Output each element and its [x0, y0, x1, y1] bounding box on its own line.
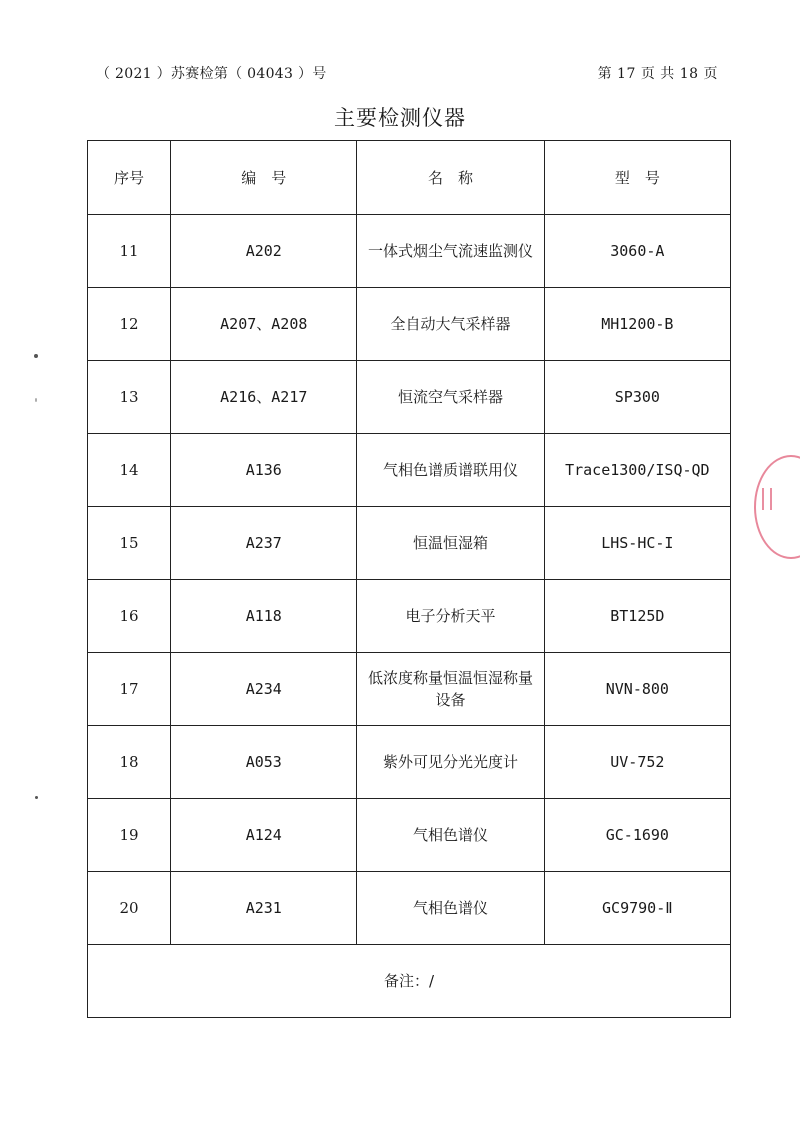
cell-model: UV-752	[544, 726, 730, 799]
cell-model: GC9790-Ⅱ	[544, 872, 730, 945]
instruments-table	[87, 140, 731, 1018]
remarks-row	[88, 945, 731, 1018]
cell-code: A207、A208	[171, 288, 357, 361]
table-row	[88, 872, 731, 945]
cell-code: A124	[171, 799, 357, 872]
header-name: 名 称	[357, 141, 544, 215]
table-row	[88, 215, 731, 288]
cell-name: 恒流空气采样器	[357, 361, 544, 434]
cell-name: 一体式烟尘气流速监测仪	[357, 215, 544, 288]
table-row	[88, 361, 731, 434]
table-row	[88, 580, 731, 653]
cell-name: 低浓度称量恒温恒湿称量设备	[357, 653, 544, 726]
cell-model: LHS-HC-I	[544, 507, 730, 580]
table-row	[88, 434, 731, 507]
table-header-row	[88, 141, 731, 215]
cell-seq: 16	[88, 580, 171, 653]
scan-speck	[35, 398, 37, 402]
seal-stamp-edge	[754, 455, 800, 559]
cell-name: 气相色谱仪	[357, 872, 544, 945]
table-row	[88, 653, 731, 726]
cell-name: 气相色谱质谱联用仪	[357, 434, 544, 507]
cell-code: A136	[171, 434, 357, 507]
cell-name: 全自动大气采样器	[357, 288, 544, 361]
cell-seq: 18	[88, 726, 171, 799]
cell-seq: 12	[88, 288, 171, 361]
cell-model: 3060-A	[544, 215, 730, 288]
report-number: （ 2021 ）苏赛检第（ 04043 ）号	[96, 66, 327, 82]
cell-seq: 20	[88, 872, 171, 945]
table-row	[88, 726, 731, 799]
cell-seq: 13	[88, 361, 171, 434]
scan-speck	[34, 354, 38, 358]
header-model: 型 号	[544, 141, 730, 215]
cell-code: A053	[171, 726, 357, 799]
cell-code: A216、A217	[171, 361, 357, 434]
cell-code: A118	[171, 580, 357, 653]
table-row	[88, 507, 731, 580]
cell-code: A202	[171, 215, 357, 288]
cell-seq: 15	[88, 507, 171, 580]
document-title: 主要检测仪器	[334, 106, 466, 130]
page-info: 第 17 页 共 18 页	[597, 66, 718, 82]
cell-code: A234	[171, 653, 357, 726]
cell-code: A231	[171, 872, 357, 945]
cell-model: NVN-800	[544, 653, 730, 726]
cell-model: Trace1300/ISQ-QD	[544, 434, 730, 507]
remarks-cell: 备注：/	[88, 945, 731, 1018]
scan-speck	[35, 796, 38, 799]
cell-seq: 11	[88, 215, 171, 288]
cell-seq: 17	[88, 653, 171, 726]
header-code: 编 号	[171, 141, 357, 215]
cell-name: 电子分析天平	[357, 580, 544, 653]
cell-model: GC-1690	[544, 799, 730, 872]
cell-model: SP300	[544, 361, 730, 434]
cell-model: BT125D	[544, 580, 730, 653]
table-row	[88, 799, 731, 872]
cell-seq: 19	[88, 799, 171, 872]
cell-name: 紫外可见分光光度计	[357, 726, 544, 799]
cell-name: 气相色谱仪	[357, 799, 544, 872]
cell-code: A237	[171, 507, 357, 580]
cell-name: 恒温恒湿箱	[357, 507, 544, 580]
cell-model: MH1200-B	[544, 288, 730, 361]
header-seq: 序号	[88, 141, 171, 215]
seal-stamp-mark	[762, 488, 772, 510]
cell-seq: 14	[88, 434, 171, 507]
table-row	[88, 288, 731, 361]
